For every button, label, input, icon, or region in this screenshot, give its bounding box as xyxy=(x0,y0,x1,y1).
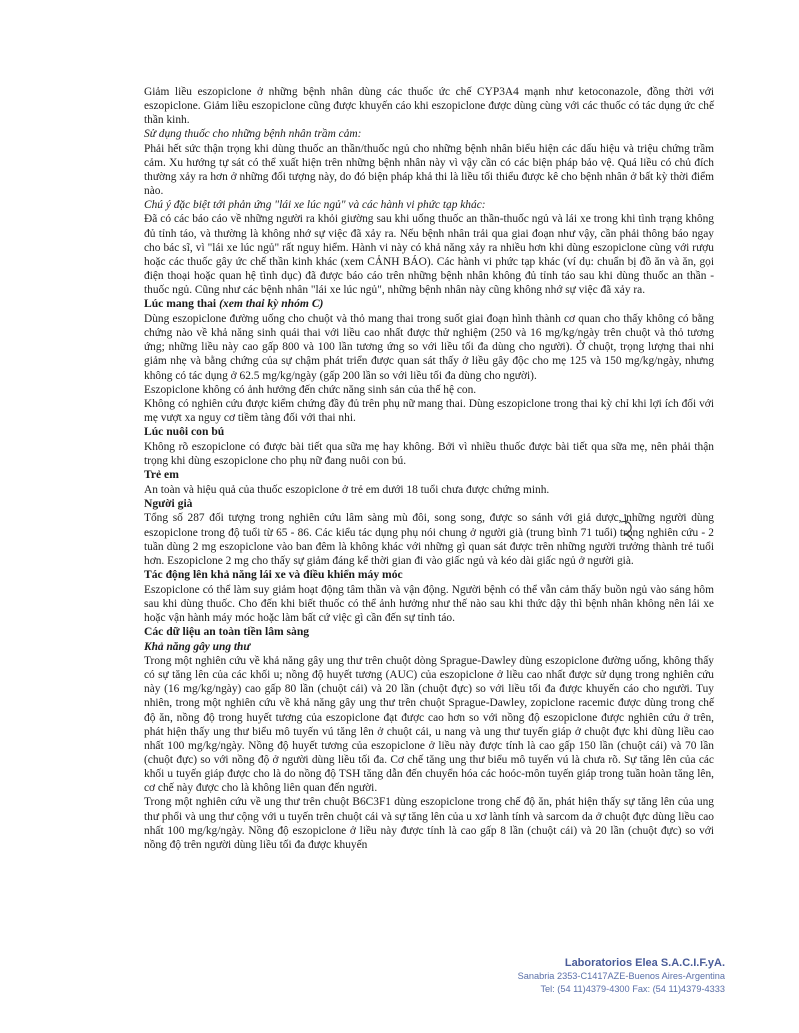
paragraph-elderly: Tổng số 287 đối tượng trong nghiên cứu lâm sàng mù đôi, song song, được so sánh với giả dược, những người dùng eszopiclone trong độ tuổi từ 65 - 86. Các kiểu tác dụng phụ nói chung ở người già (trung bình 71 tuổi) trong nghiên cứu - 2 tuần dùng 2 mg eszopiclone vào ban đêm là không khác với những gì quan sát được trên những người trưởng thành trẻ tuổi hơn. Eszopiclone 2 mg cho thấy sự giảm đáng kể thời gian đi vào giấc ngủ và kéo dài giấc ngủ ở người già. xyxy=(144,512,714,567)
heading-pregnancy xyxy=(144,297,714,312)
paragraph-depression: Phải hết sức thận trọng khi dùng thuốc an thần/thuốc ngủ cho những bệnh nhân biểu hiện các dấu hiệu và triệu chứng trầm cảm. Xu hướng tự sát có thể xuất hiện trên những bệnh nhân này vì vậy cần có các biện pháp bảo vệ. Quá liều có chủ đích thường xảy ra hơn ở những đối tượng này, do đó biện pháp khả thi là liều tối thiểu được kê cho bệnh nhân ở bất kỳ thời điểm nào. xyxy=(144,142,714,198)
heading-nursing: Lúc nuôi con bú xyxy=(144,425,225,439)
paragraph-pregnancy-1: Dùng eszopiclone đường uống cho chuột và thỏ mang thai trong suốt giai đoạn hình thành cơ quan cho thấy không có bằng chứng nào về khả năng sinh quái thai với liều cao nhất được thử nghiệm (250 và 16 mg/kg/ngày trên chuột và thỏ tương ứng; những liều này cao gấp 800 và 100 lần tương ứng so với liều tối đa dùng cho người). Ở chuột, trọng lượng thai nhi giảm nhẹ và bằng chứng của sự chậm phát triển được quan sát thấy ở liều gây độc cho mẹ 125 và 150 mg/kg/ngày, nhưng không có tác dụng ở 62.5 mg/kg/ngày (gấp 200 lần so với liều tối đa dùng cho người). xyxy=(144,312,714,382)
subheading-depression: Sử dụng thuốc cho những bệnh nhân trầm cảm: xyxy=(144,128,362,141)
paragraph-children: An toàn và hiệu quả của thuốc eszopiclone ở trẻ em dưới 18 tuổi chưa được chứng minh. xyxy=(144,483,550,496)
handwritten-initial-mark xyxy=(617,512,637,542)
heading-elderly: Người già xyxy=(144,496,193,510)
subheading-carcinogenicity: Khả năng gây ung thư xyxy=(144,640,251,653)
stamp-company-name: Laboratorios Elea S.A.C.I.F.yA. xyxy=(564,957,725,969)
heading-driving: Tác động lên khả năng lái xe và điều khiển máy móc xyxy=(144,568,403,582)
paragraph-sleep-driving: Đã có các báo cáo về những người ra khỏi giường sau khi uống thuốc an thần-thuốc ngủ và lái xe trong khi tình trạng không đủ tỉnh táo, và thường là không nhớ sự việc đã xảy ra. Nếu bệnh nhân trải qua giai đoạn như vậy, cần phải thông báo ngay cho bác sĩ, vì "lái xe lúc ngủ" rất nguy hiểm. Hành vi này có khả năng xảy ra nhiều hơn khi dùng eszopiclone cùng với rượu hoặc các thuốc gây ức chế thần kinh khác (xem CẢNH BÁO). Các hành vi phức tạp khác (ví dụ: chuẩn bị đồ ăn và ăn, gọi điện thoại hoặc quan hệ tình dục) đã được báo cáo trên những bệnh nhân không đủ tỉnh táo sau khi dùng thuốc an thần - thuốc ngủ. Cũng như các bệnh nhân "lái xe lúc ngủ", những bệnh nhân này cũng không nhớ sự việc đã xảy ra. xyxy=(144,213,714,297)
paragraph-driving: Eszopiclone có thể làm suy giảm hoạt động tâm thần và vận động. Người bệnh có thể vẫn cảm thấy buồn ngủ vào sáng hôm sau khi dùng thuốc. Cho đến khi biết thuốc có thể ảnh hưởng như thế nào sau khi thức dậy thì bệnh nhân không nên lái xe hoặc vận hành máy móc hoặc làm bất cứ việc gì cần đến sự tỉnh táo. xyxy=(144,583,714,624)
stamp-phone-fax: Tel: (54 11)4379-4300 Fax: (54 11)4379-4333 xyxy=(540,984,725,994)
paragraph-carcinogenicity-1: Trong một nghiên cứu về khả năng gây ung thư trên chuột dòng Sprague-Dawley dùng eszopiclone đường uống, không thấy có sự tăng lên của các khối u; nồng độ huyết tương (AUC) của eszopiclone ở liều cao nhất được sử dụng trong nghiên cứu này (16 mg/kg/ngày) cao gấp 80 lần (chuột cái) và 20 lần (chuột đực) so với liều tối đa được khuyến cáo cho người. Tuy nhiên, trong một nghiên cứu về khả năng gây ung thư trên chuột Sprague-Dawley, zopiclone racemic được dùng trong chế độ ăn, nồng độ trong huyết tương của eszopiclone đạt được cao hơn so với nồng độ eszopiclone được nghiên cứu ở trên, phát hiện thấy ung thư biểu mô tuyến vú tăng lên ở chuột cái, u nang và ung thư tuyến giáp ở chuột đực khi dùng liều cao nhất 100 mg/kg/ngày. Nồng độ huyết tương của eszopiclone ở liều này được tính là cao gấp 150 lần (chuột cái) và 70 lần (chuột đực) so với nồng độ ở người dùng liều tối đa. Cơ chế tăng ung thư biểu mô tuyến vú là chưa rõ. Sự tăng lên của các khối u tuyến giáp được cho là do nồng độ TSH tăng dẫn đến chuyển hóa các hoóc-môn tuyến giáp trong tuần hoàn tăng lên, cơ chế này được cho là không liên quan đến người. xyxy=(144,654,714,795)
heading-pregnancy-label: Lúc mang thai xyxy=(144,297,217,311)
paragraph-pregnancy-2: Eszopiclone không có ảnh hưởng đến chức năng sinh sản của thế hệ con. xyxy=(144,383,477,396)
paragraph-carcinogenicity-2: Trong một nghiên cứu về ung thư trên chuột B6C3F1 dùng eszopiclone trong chế độ ăn, phát hiện thấy sự tăng lên của ung thư phổi và ung thư cộng với u tuyến trên chuột cái và sự tăng lên của u xơ lành tính và sarcom da ở chuột đực dùng liều cao nhất 100 mg/kg/ngày. Nồng độ eszopiclone ở liều này được tính là cao gấp 8 lần (chuột cái) và 20 lần (chuột đực) so với nồng độ trên người dùng liều tối đa được khuyến xyxy=(144,796,714,851)
document-page xyxy=(144,85,714,852)
paragraph-nursing: Không rõ eszopiclone có được bài tiết qua sữa mẹ hay không. Bởi vì nhiều thuốc được bài tiết qua sữa mẹ, nên phải thận trọng khi dùng eszopiclone cho phụ nữ đang nuôi con bú. xyxy=(144,440,714,467)
subheading-sleep-driving: Chú ý đặc biệt tới phản ứng "lái xe lúc ngủ" và các hành vi phức tạp khác: xyxy=(144,199,486,212)
company-stamp xyxy=(490,957,725,996)
heading-preclinical: Các dữ liệu an toàn tiền lâm sàng xyxy=(144,625,310,639)
paragraph-cyp3a4: Giảm liều eszopiclone ở những bệnh nhân dùng các thuốc ức chế CYP3A4 mạnh như ketoconazole, đồng thời với eszopiclone. Giảm liều eszopiclone cũng được khuyến cáo khi eszopiclone được dùng cùng với các thuốc có tác dụng ức chế thần kinh. xyxy=(144,86,714,127)
stamp-address: Sanabria 2353-C1417AZE-Buenos Aires-Argentina xyxy=(517,971,725,981)
paragraph-pregnancy-3: Không có nghiên cứu được kiểm chứng đầy đủ trên phụ nữ mang thai. Dùng eszopiclone trong thai kỳ chỉ khi lợi ích đối với mẹ vượt xa nguy cơ tiềm tàng đối với thai nhi. xyxy=(144,397,714,425)
heading-pregnancy-note: (xem thai kỳ nhóm C) xyxy=(219,297,324,311)
heading-children: Trẻ em xyxy=(144,468,179,482)
